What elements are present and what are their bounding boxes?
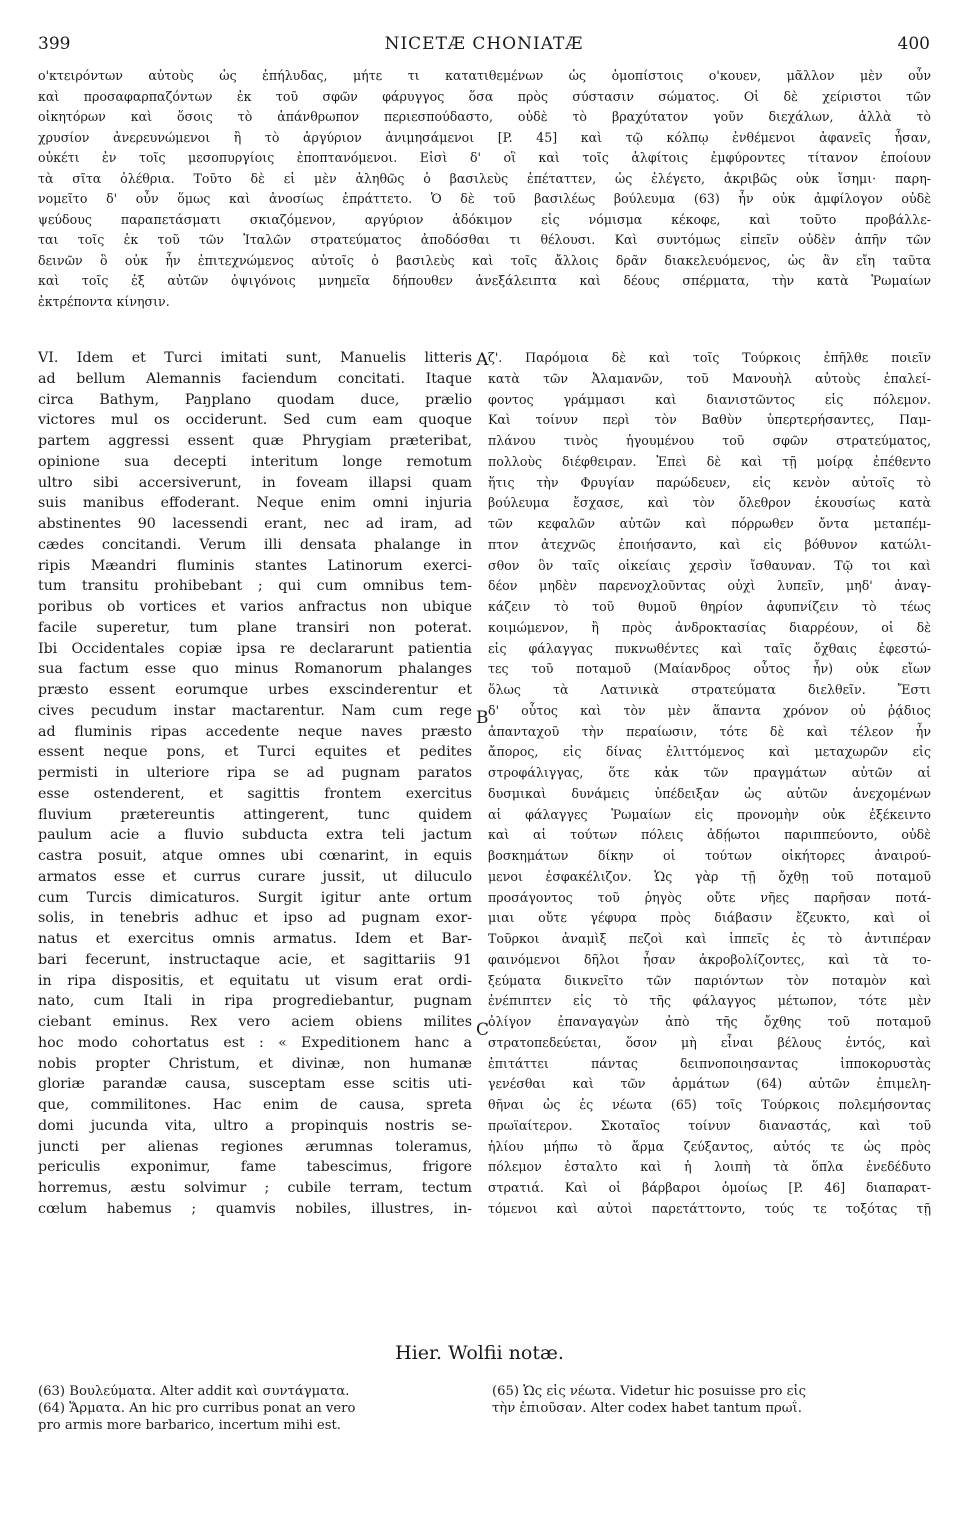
latin-text-line: nato, cum Itali in ripa progrediebantur, pugnam [38, 993, 472, 1010]
greek-text-line: ἐνέπιπτεν εἰς τὸ τῆς φάλαγγος μέτωπον, τότε μὲν [488, 993, 931, 1009]
latin-text-line: VI. Idem et Turci imitati sunt, Manuelis litteris [38, 350, 472, 366]
latin-text-line: ciebant eminus. Rex vero aciem obiens milites [38, 1014, 472, 1030]
latin-text-line: in ripa dispositis, et equitatu ut visum erat ordi- [38, 972, 472, 989]
greek-text-line: τες τοῦ ποταμοῦ (Μαίανδρος οὗτος ἦν) οὐκ εἴων [488, 661, 931, 677]
greek-text-line: νομεῖτο δ' οὖν ὅμως καὶ ἀνοσίως ἐπράττετο. Ὁ δὲ τοῦ βασιλέως βούλευμα (63) ἦν οὐκ ἀμφίλογον οὐδὲ [38, 191, 931, 206]
footnotes-right [492, 1383, 932, 1417]
latin-text-line: cœlum habemus ; quamvis nobiles, illustres, in- [38, 1200, 472, 1217]
latin-text-line: domi jucunda vita, ultro a propinquis nostris se- [38, 1117, 472, 1134]
greek-text-line: καὶ αἱ τούτων πόλεις ἀδῄωτοι παριππεύοντο, οὐδὲ [488, 827, 931, 843]
latin-text-line: tum transitu prohibebant ; qui cum omnibus tem- [38, 578, 472, 595]
greek-text-line: μιαι οὔτε γέφυρα πρὸς διάβασιν ἔζευκτο, καὶ οἱ [488, 910, 931, 926]
latin-text-line: que, commilitones. Hac enim de causa, spreta [38, 1097, 472, 1113]
greek-text-line: τὰ σῖτα ὀλέθρια. Τοῦτο δὲ εἰ μὲν ἀληθῶς ὁ βασιλεὺς ἐπέταττεν, ὡς ἐλέγετο, ἀκριβῶς οὐκ ἴσημι· παρη- [38, 170, 931, 186]
greek-text-line: ὀλίγον ἐπαναγαγὼν ἀπὸ τῆς ὄχθης τοῦ ποταμοῦ [488, 1014, 931, 1029]
greek-text-line: προσάγοντος τοῦ ῥηγὸς οὔτε νῆες παρῆσαν ποτά- [488, 889, 931, 905]
latin-text-line: gloriæ parandæ causa, susceptam esse scitis uti- [38, 1076, 472, 1093]
greek-text-line: καὶ προσαφαρπαζόντων ἐκ τοῦ σφῶν φάρυγγος ὅσα πρὸς σύστασιν σώματος. Οἱ δὲ χείριστοι τῶν [38, 88, 931, 104]
greek-text-line: στροφάλιγγας, ὅτε κἀκ τῶν πραγμάτων αὐτῶν αἱ [488, 765, 931, 780]
greek-text-line: φοντος γράμμασι καὶ διανιστῶντος εἰς πόλεμον. [488, 391, 931, 407]
latin-text-line: cum Turcis dimicaturos. Surgit igitur ante ortum [38, 889, 472, 906]
greek-text-line: Τοῦρκοι ἀναμὶξ πεζοὶ καὶ ἱππεῖς ἐς τὸ ἀντιπέραν [488, 931, 931, 946]
greek-text-line: καὶ τοῖς ἐξ αὐτῶν ὀψιγόνοις μνημεῖα δήπουθεν ἀνεξάλειπτα καὶ δέους σπέρματα, τὴν κατὰ Ῥωμαίων [38, 273, 931, 288]
footnote-line: τὴν ἐπιοῦσαν. Alter codex habet tantum πρωΐ. [492, 1401, 802, 1416]
latin-text-line: hoc modo cohortatus est : « Expeditionem hanc a [38, 1034, 472, 1051]
greek-text-line: πόλεμον ἐσταλτο καὶ ἡ λοιπὴ τὰ ὅπλα ἐνεδέδυτο [488, 1159, 931, 1175]
latin-text-line: abstinentes 90 lacessendi erant, nec ad iram, ad [38, 516, 472, 532]
latin-text-line: victores mul os occiderunt. Sed cum eam quoque [38, 412, 472, 429]
latin-text-line: bari fecerunt, instructaque acie, et sagittariis 91 [38, 951, 472, 968]
greek-text-line: βούλευμα ἔσχασε, καὶ τὸν ὄλεθρον ἑκουσίως κατὰ [488, 495, 931, 511]
greek-text-line: τόμενοι καὶ αὐτοὶ παρετάττοντο, τούς τε τοξότας τῇ [488, 1200, 931, 1216]
latin-text-line: paulum acie a fluvio subducta extra teli jactum [38, 827, 472, 844]
greek-text-line: φαινόμενοι δῆλοι ἦσαν ἀκροβολίζοντες, καὶ τὰ το- [488, 951, 931, 967]
page-number-right: 400 [897, 34, 930, 54]
footnotes-left [38, 1383, 478, 1434]
greek-text-line: σθον ὃν ταῖς οἰκείαις χερσὶν ἴσθαυναν. Τῷ τοι καὶ [488, 557, 931, 573]
running-title: NICETÆ CHONIATÆ [384, 34, 584, 54]
section-marker-a: A [476, 350, 489, 370]
greek-text-line: ἡλίου μήπω τὸ ἅρμα ζεύξαντος, αὐτός τε ὡς πρὸς [488, 1138, 931, 1154]
latin-text-line: permisti in ulteriore ripa se ad pugnam paratos [38, 765, 472, 781]
greek-text-line: δέον μηδὲν παρενοχλοῦντας οὐχὶ λυπεῖν, μηδ' ἀναγ- [488, 578, 931, 594]
greek-text-line: δυσμικαὶ δυνάμεις ὑπέδειξαν ὡς αὐτῶν ἀνεχομένων [488, 785, 931, 801]
latin-text-line: esse ostenderent, et sagittis frontem exercitus [38, 785, 472, 802]
latin-text-line: solis, in tenebris adhuc et ipso ad pugnam exor- [38, 910, 472, 927]
greek-text-line: ἐπιτάττει πάντας δειπνοποιησαντας ἱπποκορυστὰς [488, 1055, 931, 1071]
greek-text-line: στρατιά. Καὶ οἱ βάρβαροι ὁμοίως [P. 46] διαπαρατ- [488, 1180, 931, 1195]
greek-text-line: ο'κτειρόντων αὐτοὺς ὡς ἐπήλυδας, μήτε τι κατατιθεμένων ὡς ὁμοπίστοις ο'κουεν, μᾶλλον μὲν οὖν [38, 68, 931, 83]
latin-text-line: sua factum esse quo minus Romanorum phalanges [38, 661, 472, 678]
greek-text-line: ὅλως τὰ Λατινικὰ στρατεύματα διελθεῖν. Ἔστι [488, 682, 931, 697]
latin-text-line: periculis exponimur, fame tabescimus, frigore [38, 1159, 472, 1176]
greek-text-line: κοιμώμενον, ἢ πρὸς ἀνδροκτασίας διαρρέουν, οἱ δὲ [488, 619, 931, 635]
greek-text-line: βοσκημάτων δίκην οἱ τούτων οἰκήτορες ἀναιρού- [488, 848, 931, 863]
greek-text-line: μενοι ἐσφακέλιζον. Ὡς γὰρ τῇ ὄχθῃ τοῦ ποταμοῦ [488, 868, 931, 884]
footnote-line: pro armis more barbarico, incertum mihi est. [38, 1418, 341, 1433]
greek-text-line: κάζειν τὸ τοῦ θυμοῦ θηρίον ἀφυπνίζειν τὸ τέως [488, 599, 931, 614]
section-marker-b: B [476, 708, 489, 728]
latin-text-line: ripis Mæandri fluminis stantes Latinorum exerci- [38, 557, 472, 574]
latin-text-line: facile superetur, tum plane transiri non poterat. [38, 619, 472, 636]
latin-text-line: cives pecudum instar mactarentur. Nam cum rege [38, 702, 472, 719]
greek-column [488, 348, 931, 1220]
greek-text-line: πρωϊαίτερον. Σκοταῖος τοίνυν διαναστάς, καὶ τοῦ [488, 1117, 931, 1133]
latin-text-line: ultro sibi accersiverunt, in foveam illapsi quam [38, 474, 472, 491]
greek-text-line: ται τοῖς ἐκ τοῦ τῶν Ἰταλῶν στρατεύματος ἀποδόσθαι τι θέλουσι. Καὶ συντόμως εἰπεῖν οὐδὲν ἀπῆν τῶν [38, 232, 931, 247]
latin-text-line: fluvium prætereuntis attingerent, tunc quidem [38, 806, 472, 823]
greek-text-line: δεινῶν ὃ οὐκ ἦν ἐπιτεχνώμενος αὐτοῖς ὁ βασιλεὺς καὶ τοῖς ἄλλοις δρᾶν διακελευόμενος, ὡς ἂν εἴη ταῦτα [38, 252, 931, 268]
greek-text-line: ψεύδους παραπετάσματι σκιαζόμενον, αργύριον ἀδόκιμον εἰς νόμισμα κέκοφε, καὶ τοῦτο προβάλλε- [38, 211, 931, 227]
greek-text-line: αἱ φάλαγγες Ῥωμαίων εἰς προνομὴν οὐκ ἐξέκειντο [488, 806, 931, 822]
greek-text-line: πλάνου τινὸς ἡγουμένου τοῦ σφῶν στρατεύματος, [488, 433, 931, 448]
footnote-line: (64) Ἅρματα. An hic pro curribus ponat an vero [38, 1401, 356, 1416]
greek-text-line: ἥτις τὴν Φρυγίαν παρώδευεν, εἰς κενὸν αὐτοῖς τὸ [488, 474, 931, 490]
notes-heading: Hier. Wolfii notæ. [395, 1342, 564, 1364]
latin-text-line: horremus, æstu solvimur ; cubile terram, tectum [38, 1180, 472, 1196]
greek-text-line: οὐκέτι ἐν τοῖς μεσοπυργίοις ἐποπτανόμενοι. Εἰσὶ δ' οἳ καὶ τοῖς ἀλφίτοις ἐμφύροντες τίτανον ἐποίουν [38, 150, 931, 165]
latin-text-line: cædes concitandi. Verum illi densata phalange in [38, 536, 472, 553]
greek-text-line: στρατοπεδεύεται, ὅσον μὴ εἶναι βέλους ἐντός, καὶ [488, 1034, 931, 1050]
greek-text-line: κατὰ τῶν Ἀλαμανῶν, τοῦ Μανουὴλ αὐτοὺς ἐπαλεί- [488, 370, 931, 386]
latin-text-line: partem aggressi essent quæ Phrygiam præteribat, [38, 433, 472, 449]
greek-text-line: πτον ἀτεχνῶς ἐποιήσαντο, καὶ εἰς βόθυνον κατώλι- [488, 536, 931, 552]
greek-text-line: ἁπανταχοῦ τὴν περαίωσιν, τότε δὲ καὶ τέλεον ἦν [488, 723, 931, 739]
greek-text-line: γενέσθαι καὶ τῶν ἁρμάτων (64) αὐτῶν ἐπιμελη- [488, 1076, 931, 1092]
latin-text-line: præsto essent eorumque urbes exscinderentur et [38, 682, 472, 698]
greek-text-line: δ' οὗτος καὶ τὸν μὲν ἅπαντα χρόνον οὐ ῥᾴδιος [488, 702, 931, 718]
greek-text-line: θῆναι ὡς ἐς νέωτα (65) τοῖς Τούρκοις πολεμήσοντας [488, 1097, 931, 1112]
latin-text-line: castra posuit, atque omnes ubi cœnarint, in equis [38, 848, 472, 864]
section-marker-c: C [476, 1020, 490, 1040]
latin-text-line: ad fluminis ripas accedente neque naves præsto [38, 723, 472, 740]
latin-text-line: ad bellum Alemannis faciendum concitati. Itaque [38, 370, 472, 387]
greek-text-line: χρυσίον ἀνερευνώμενοι ἢ τὸ ἀργύριον ἀνιμησάμενοι [P. 45] καὶ τῷ κόλπῳ ἐνθέμενοι ἀφανεῖς ἦσαν, [38, 129, 931, 145]
latin-text-line: poribus ob vortices et varios anfractus non ubique [38, 599, 472, 615]
greek-text-line: πολλοὺς διέφθειραν. Ἐπεὶ δὲ καὶ τῇ μοίρᾳ ἐπέθεντο [488, 453, 931, 469]
latin-text-line: opinione sua decepti interitum longe remotum [38, 453, 472, 470]
latin-text-line: circa Bathym, Paŋplano quodam duce, prælio [38, 391, 472, 408]
greek-text-line: ξεύματα διικνεῖτο τῶν παριόντων τὸν ποταμὸν καὶ [488, 972, 931, 988]
latin-text-line: suis manibus effoderant. Neque enim omni injuria [38, 495, 472, 512]
greek-text-line: εἰς φάλαγγας πυκνωθέντες καὶ ταῖς ὄχθαις ἐφεστώ- [488, 640, 931, 656]
latin-text-line: juncti per alienas regiones ærumnas toleramus, [38, 1138, 472, 1155]
latin-text-line: natus et exercitus omnis armatus. Idem et Bar- [38, 931, 472, 947]
greek-text-line: οἰκητόρων καὶ ὅσοις τὸ ἀπάνθρωπον περιεσπούδαστο, οὐδὲ τὸ βραχύτατον γοῦν διεχάλων, ἀλλὰ τὸ [38, 109, 931, 124]
greek-text-line: τῶν κεφαλῶν αὐτῶν καὶ πόρρωθεν ὄντα μεταπέμ- [488, 516, 931, 531]
latin-text-line: armatos esse et currus curare jussit, ut diluculo [38, 868, 472, 885]
greek-text-line: Καὶ τοίνυν περὶ τὸν Βαθὺν ὑπερτερήσαντες, Παμ- [488, 412, 931, 428]
latin-text-line: Ibi Occidentales copiæ ipsa re declararunt patientia [38, 640, 472, 657]
footnote-line: (65) Ὡς εἰς νέωτα. Videtur hic posuisse pro εἰς [492, 1384, 807, 1399]
latin-column [38, 348, 472, 1220]
page-number-left: 399 [38, 34, 71, 54]
footnote-line: (63) Βουλεύματα. Alter addit καὶ συντάγματα. [38, 1384, 350, 1399]
latin-text-line: essent neque pons, et Turci equites et pedites [38, 744, 472, 761]
latin-text-line: nobis propter Christum, et divinæ, non humanæ [38, 1055, 472, 1072]
greek-text-top [38, 66, 931, 312]
page-header [38, 34, 930, 56]
greek-text-line: ἐκτρέποντα κίνησιν. [38, 293, 170, 309]
greek-text-line: ζ'. Παρόμοια δὲ καὶ τοῖς Τούρκοις ἐπῆλθε ποιεῖν [488, 350, 931, 365]
greek-text-line: ἄπορος, εἰς δίνας ἑλιττόμενος καὶ μεταχωρῶν εἰς [488, 744, 931, 760]
